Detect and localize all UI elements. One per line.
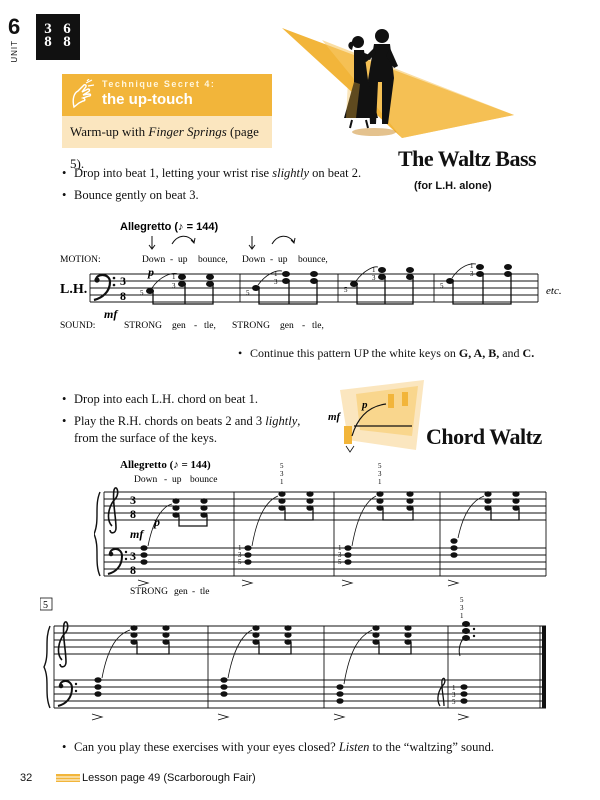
measure-number: 5 [43, 600, 48, 611]
technique-title: the up-touch [102, 91, 193, 108]
hand-label: L.H. [60, 282, 88, 297]
fingering: 3 [274, 278, 278, 286]
meter-3-8 [40, 23, 56, 49]
lesson-page-link[interactable]: Lesson page 49 (Scarborough Fair) [82, 772, 256, 784]
waltz-bass-tempo: Allegretto (♪ = 144) [120, 221, 219, 233]
time-sig-bottom: 8 [130, 563, 136, 577]
fingering: 1 [378, 478, 382, 486]
sound-word: gen [172, 321, 186, 331]
dynamic-mezzo-forte: mf [104, 307, 118, 321]
meter-top: 3 [44, 21, 52, 37]
fingering: 1 [452, 684, 456, 692]
fingering: 3 [372, 274, 376, 282]
page-number: 32 [20, 772, 33, 784]
bullet-drop-beat-1: • Drop into beat 1, letting your wrist rise slightly on beat 2. [62, 166, 362, 180]
continue-pattern-note: • Continue this pattern UP the white keys on G, A, B, and C. [238, 346, 535, 360]
unit-label: UNIT [10, 40, 19, 63]
final-chord-fingering [460, 596, 464, 620]
bass-clef-icon [108, 549, 127, 574]
clef-change-icon [438, 678, 445, 706]
fingering: 3 [452, 691, 456, 699]
bullet-text: Drop into beat 1, letting your wrist rise [74, 166, 273, 180]
treble-clef-icon [59, 622, 68, 667]
meter-bottom: 8 [63, 34, 71, 50]
dynamic-mezzo-forte: mf [130, 527, 144, 541]
continue-and: and [499, 346, 523, 360]
bullet-text: Play the R.H. chords on beats 2 and 3 [74, 414, 266, 428]
technique-header [62, 74, 272, 116]
waltz-bass-subtitle: (for L.H. alone) [414, 180, 492, 192]
waltz-bass-staff [60, 218, 580, 338]
graphic-dynamic-p: p [362, 399, 368, 411]
sound-word: gen [280, 321, 294, 331]
hand-touch-icon [68, 79, 96, 111]
bullet-text: Drop into each L.H. chord on beat 1. [74, 392, 258, 406]
fingering: 3 [460, 604, 464, 612]
meter-top: 6 [63, 21, 71, 37]
time-sig-top: 3 [130, 549, 136, 563]
bass-clef-icon [94, 275, 115, 300]
warmup-prefix: Warm-up with [70, 124, 149, 139]
motion-word: bounce, [298, 255, 328, 265]
time-sig-top: 3 [120, 274, 126, 288]
dancing-couple-illustration [282, 20, 514, 140]
measure-3-notes [344, 266, 414, 304]
brace-icon [94, 492, 100, 576]
fingering: 1 [172, 273, 176, 281]
time-sig-bottom: 8 [130, 507, 136, 521]
fingering: 5 [460, 596, 464, 604]
motion-word: Down [134, 475, 158, 485]
etc-marking: etc. [546, 285, 562, 297]
waltz-bass-title: The Waltz Bass [398, 146, 537, 171]
continue-text: Continue this pattern UP the white keys on [250, 346, 459, 360]
motion-word: up [178, 255, 188, 265]
unit-number: 6 [8, 14, 21, 39]
fingering: 3 [172, 282, 176, 290]
motion-word: bounce [190, 475, 218, 485]
motion-label: MOTION: [60, 255, 101, 265]
motion-word: up [278, 255, 288, 265]
warmup-line [62, 116, 272, 171]
fingering: 5 [440, 282, 444, 290]
lesson-book-icon [56, 772, 80, 784]
technique-heading: Technique Secret 4: [102, 79, 216, 89]
motion-word: bounce, [198, 255, 228, 265]
lh-fingering-m2 [238, 544, 242, 566]
bullet-play-rh-chords-cont [74, 429, 217, 447]
fingering: 5 [452, 698, 456, 706]
chord-waltz-tempo: Allegretto (♪ = 144) [120, 459, 211, 471]
sound-word: STRONG [232, 321, 271, 331]
sound-word: - [192, 587, 196, 596]
motion-word: up [172, 475, 182, 485]
motion-word: - [170, 255, 174, 265]
chord-waltz-m5-notes [94, 625, 169, 697]
bullet-bounce-beat-3: • Bounce gently on beat 3. [62, 188, 199, 202]
accent-marks [138, 580, 458, 586]
chord-waltz-grand-staff-1 [94, 456, 554, 596]
chord-waltz-m2-notes [244, 491, 313, 565]
fingering: 3 [470, 270, 474, 278]
fingering: 5 [344, 286, 348, 294]
page-footer [20, 770, 580, 790]
motion-word: - [164, 475, 168, 485]
time-sig-top: 3 [130, 493, 136, 507]
motion-word: Down [242, 255, 266, 265]
meter-6-8 [59, 23, 75, 49]
bullet-emphasis: slightly [272, 166, 310, 180]
sound-label: SOUND: [60, 321, 96, 331]
treble-clef-icon [109, 488, 118, 533]
rh-fingering-m3 [378, 462, 382, 486]
bullet-text-end: , [297, 414, 301, 428]
grand-staff-lines [54, 626, 546, 708]
chord-waltz-m3-notes [344, 491, 413, 565]
closing-text: Can you play these exercises with your eyes closed? [74, 740, 339, 754]
sound-word: STRONG [124, 321, 163, 331]
sound-word: STRONG [130, 587, 169, 596]
final-barline [542, 626, 546, 708]
sound-word: tle, [204, 321, 216, 331]
sound-word: gen [174, 587, 188, 596]
fingering: 5 [280, 462, 284, 470]
closing-emphasis: Listen [338, 740, 370, 754]
fingering: 1 [338, 544, 342, 552]
brace-icon [44, 626, 50, 708]
dynamic-piano: p [154, 515, 160, 529]
continue-keys: G, A, B, [458, 346, 500, 360]
bullet-drop-lh-chord: • Drop into each L.H. chord on beat 1. [62, 392, 258, 406]
fingering: 1 [280, 478, 284, 486]
sound-word: - [302, 321, 306, 331]
final-lh-fingering [452, 684, 456, 706]
closing-question: • Can you play these exercises with your eyes closed? Listen to the “waltzing” sound. [62, 740, 495, 754]
fingering: 1 [470, 262, 474, 270]
fingering: 3 [238, 551, 242, 559]
fingering: 1 [460, 612, 464, 620]
bullet-emphasis: lightly [265, 414, 298, 428]
chord-waltz-final-notes [438, 621, 475, 706]
bullet-text: Bounce gently on beat 3. [74, 188, 199, 202]
motion-word: Down [142, 255, 166, 265]
fingering: 1 [372, 266, 376, 274]
fingering: 3 [280, 470, 284, 478]
closing-text-end: to the “waltzing” sound. [369, 740, 495, 754]
rh-fingering-m2 [280, 462, 284, 486]
sound-word: tle [200, 587, 210, 596]
dynamic-piano: p [148, 265, 154, 279]
chord-waltz-m7-notes [336, 625, 411, 704]
measure-4-notes [440, 262, 512, 304]
graphic-dynamic-mf: mf [328, 411, 341, 423]
time-signature-box [36, 14, 80, 60]
technique-secret-box [62, 74, 272, 171]
warmup-suffix: (page 5). [70, 124, 259, 171]
measure-2-notes [246, 270, 318, 304]
continue-last-key: C. [522, 346, 535, 360]
fingering: 3 [338, 551, 342, 559]
sound-word: - [194, 321, 198, 331]
bullet-text-end: on beat 2. [309, 166, 362, 180]
fingering: 5 [378, 462, 382, 470]
bullet-play-rh-chords: • Play the R.H. chords on beats 2 and 3 lightly, [62, 414, 301, 428]
fingering: 1 [274, 270, 278, 278]
chord-waltz-title: Chord Waltz [426, 424, 542, 449]
bullet-text: from the surface of the keys. [74, 431, 217, 445]
fingering: 1 [238, 544, 242, 552]
time-sig-bottom: 8 [120, 289, 126, 303]
accent-marks [92, 714, 468, 720]
meter-bottom: 8 [44, 34, 52, 50]
fingering: 5 [246, 289, 250, 297]
motion-word: - [270, 255, 274, 265]
fingering: 5 [140, 289, 144, 297]
fingering: 5 [238, 558, 242, 566]
warmup-exercise-name: Finger Springs [148, 124, 227, 139]
bass-clef-icon [58, 681, 77, 706]
chord-waltz-grand-staff-2 [40, 596, 554, 726]
chord-waltz-m6-notes [220, 625, 291, 697]
motion-arrows [149, 236, 295, 249]
lh-fingering-m3 [338, 544, 342, 566]
sound-word: tle, [312, 321, 324, 331]
unit-tab [8, 14, 70, 64]
chord-motion-graphic [326, 380, 424, 462]
fingering: 3 [378, 470, 382, 478]
fingering: 5 [338, 558, 342, 566]
